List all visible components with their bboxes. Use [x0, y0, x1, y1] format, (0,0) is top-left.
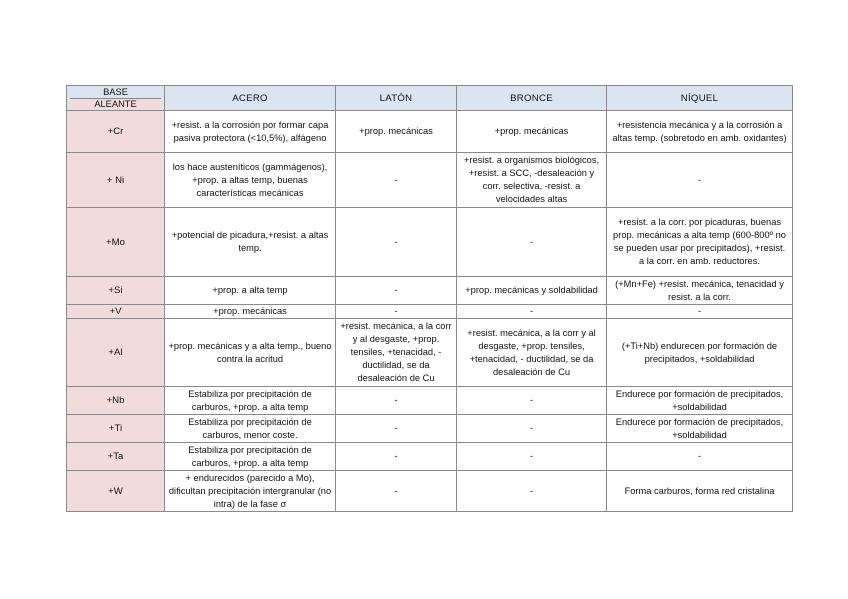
alloy-cell: +Cr: [67, 111, 165, 153]
bronce-cell: +resist. a organismos biológicos, +resist. a SCC, -desaleación y corr. selectiva, -resist. a velocidades altas: [457, 153, 607, 208]
alloy-cell: +Ta: [67, 443, 165, 471]
acero-cell: Estabiliza por precipitación de carburos, menor coste.: [165, 415, 336, 443]
niquel-cell: (+Ti+Nb) endurecen por formación de precipitados, +soldabilidad: [607, 319, 793, 387]
table-row-ni: [67, 153, 793, 208]
laton-cell: -: [336, 153, 457, 208]
laton-cell: -: [336, 305, 457, 319]
aleante-label: ALEANTE: [70, 98, 161, 110]
acero-cell: +resist. a la corrosión por formar capa pasiva protectora (<10,5%), alfágeno: [165, 111, 336, 153]
acero-cell: Estabiliza por precipitación de carburos, +prop. a alta temp: [165, 387, 336, 415]
alloy-cell: + Ni: [67, 153, 165, 208]
table-row-v: [67, 305, 793, 319]
alloy-cell: +Mo: [67, 208, 165, 277]
table-row-ta: [67, 443, 793, 471]
acero-cell: +prop. mecánicas: [165, 305, 336, 319]
laton-cell: -: [336, 443, 457, 471]
bronce-cell: -: [457, 415, 607, 443]
table-row-w: [67, 471, 793, 512]
table-row-al: [67, 319, 793, 387]
column-header-bronce: BRONCE: [457, 86, 607, 111]
base-aleante-header: [67, 86, 165, 111]
alloy-cell: +Si: [67, 277, 165, 305]
bronce-cell: +prop. mecánicas y soldabilidad: [457, 277, 607, 305]
alloy-cell: +Nb: [67, 387, 165, 415]
acero-cell: +prop. a alta temp: [165, 277, 336, 305]
bronce-cell: -: [457, 443, 607, 471]
column-header-laton: LATÓN: [336, 86, 457, 111]
laton-cell: +resist. mecánica, a la corr y al desgaste, +prop. tensiles, +tenacidad, - ductilidad, se da desaleación de Cu: [336, 319, 457, 387]
acero-cell: +prop. mecánicas y a alta temp., bueno contra la acritud: [165, 319, 336, 387]
bronce-cell: -: [457, 387, 607, 415]
laton-cell: -: [336, 277, 457, 305]
acero-cell: Estabiliza por precipitación de carburos, +prop. a alta temp: [165, 443, 336, 471]
laton-cell: -: [336, 471, 457, 512]
bronce-cell: -: [457, 305, 607, 319]
acero-cell: +potencial de picadura,+resist. a altas temp.: [165, 208, 336, 277]
table-row-mo: [67, 208, 793, 277]
bronce-cell: -: [457, 208, 607, 277]
alloy-effects-table: [66, 85, 793, 512]
alloy-cell: +Ti: [67, 415, 165, 443]
acero-cell: los hace austeníticos (gammágenos), +prop. a altas temp, buenas características mecánicas: [165, 153, 336, 208]
alloy-cell: +Al: [67, 319, 165, 387]
column-header-niquel: NÍQUEL: [607, 86, 793, 111]
niquel-cell: +resistencia mecánica y a la corrosión a altas temp. (sobretodo en amb. oxidantes): [607, 111, 793, 153]
alloy-cell: +W: [67, 471, 165, 512]
bronce-cell: -: [457, 471, 607, 512]
base-label: BASE: [103, 87, 128, 97]
niquel-cell: Endurece por formación de precipitados, +soldabilidad: [607, 415, 793, 443]
bronce-cell: +resist. mecánica, a la corr y al desgaste, +prop. tensiles, +tenacidad, - ductilidad, se da desaleación de Cu: [457, 319, 607, 387]
alloy-cell: +V: [67, 305, 165, 319]
acero-cell: + endurecidos (parecido a Mo), dificultan precipitación intergranular (no intra) de la fase σ: [165, 471, 336, 512]
niquel-cell: -: [607, 443, 793, 471]
column-header-acero: ACERO: [165, 86, 336, 111]
table-row-cr: [67, 111, 793, 153]
table-row-ti: [67, 415, 793, 443]
niquel-cell: -: [607, 305, 793, 319]
laton-cell: +prop. mecánicas: [336, 111, 457, 153]
niquel-cell: +resist. a la corr. por picaduras, buenas prop. mecánicas a alta temp (600-800º no se pueden usar por precipitados), +resist. a la corr. en amb. reductores.: [607, 208, 793, 277]
niquel-cell: Endurece por formación de precipitados, +soldabilidad: [607, 387, 793, 415]
laton-cell: -: [336, 387, 457, 415]
bronce-cell: +prop. mecánicas: [457, 111, 607, 153]
table-row-si: [67, 277, 793, 305]
table-row-nb: [67, 387, 793, 415]
niquel-cell: Forma carburos, forma red cristalina: [607, 471, 793, 512]
niquel-cell: -: [607, 153, 793, 208]
header-row: [67, 86, 793, 111]
laton-cell: -: [336, 415, 457, 443]
niquel-cell: (+Mn+Fe) +resist. mecánica, tenacidad y resist. a la corr.: [607, 277, 793, 305]
laton-cell: -: [336, 208, 457, 277]
